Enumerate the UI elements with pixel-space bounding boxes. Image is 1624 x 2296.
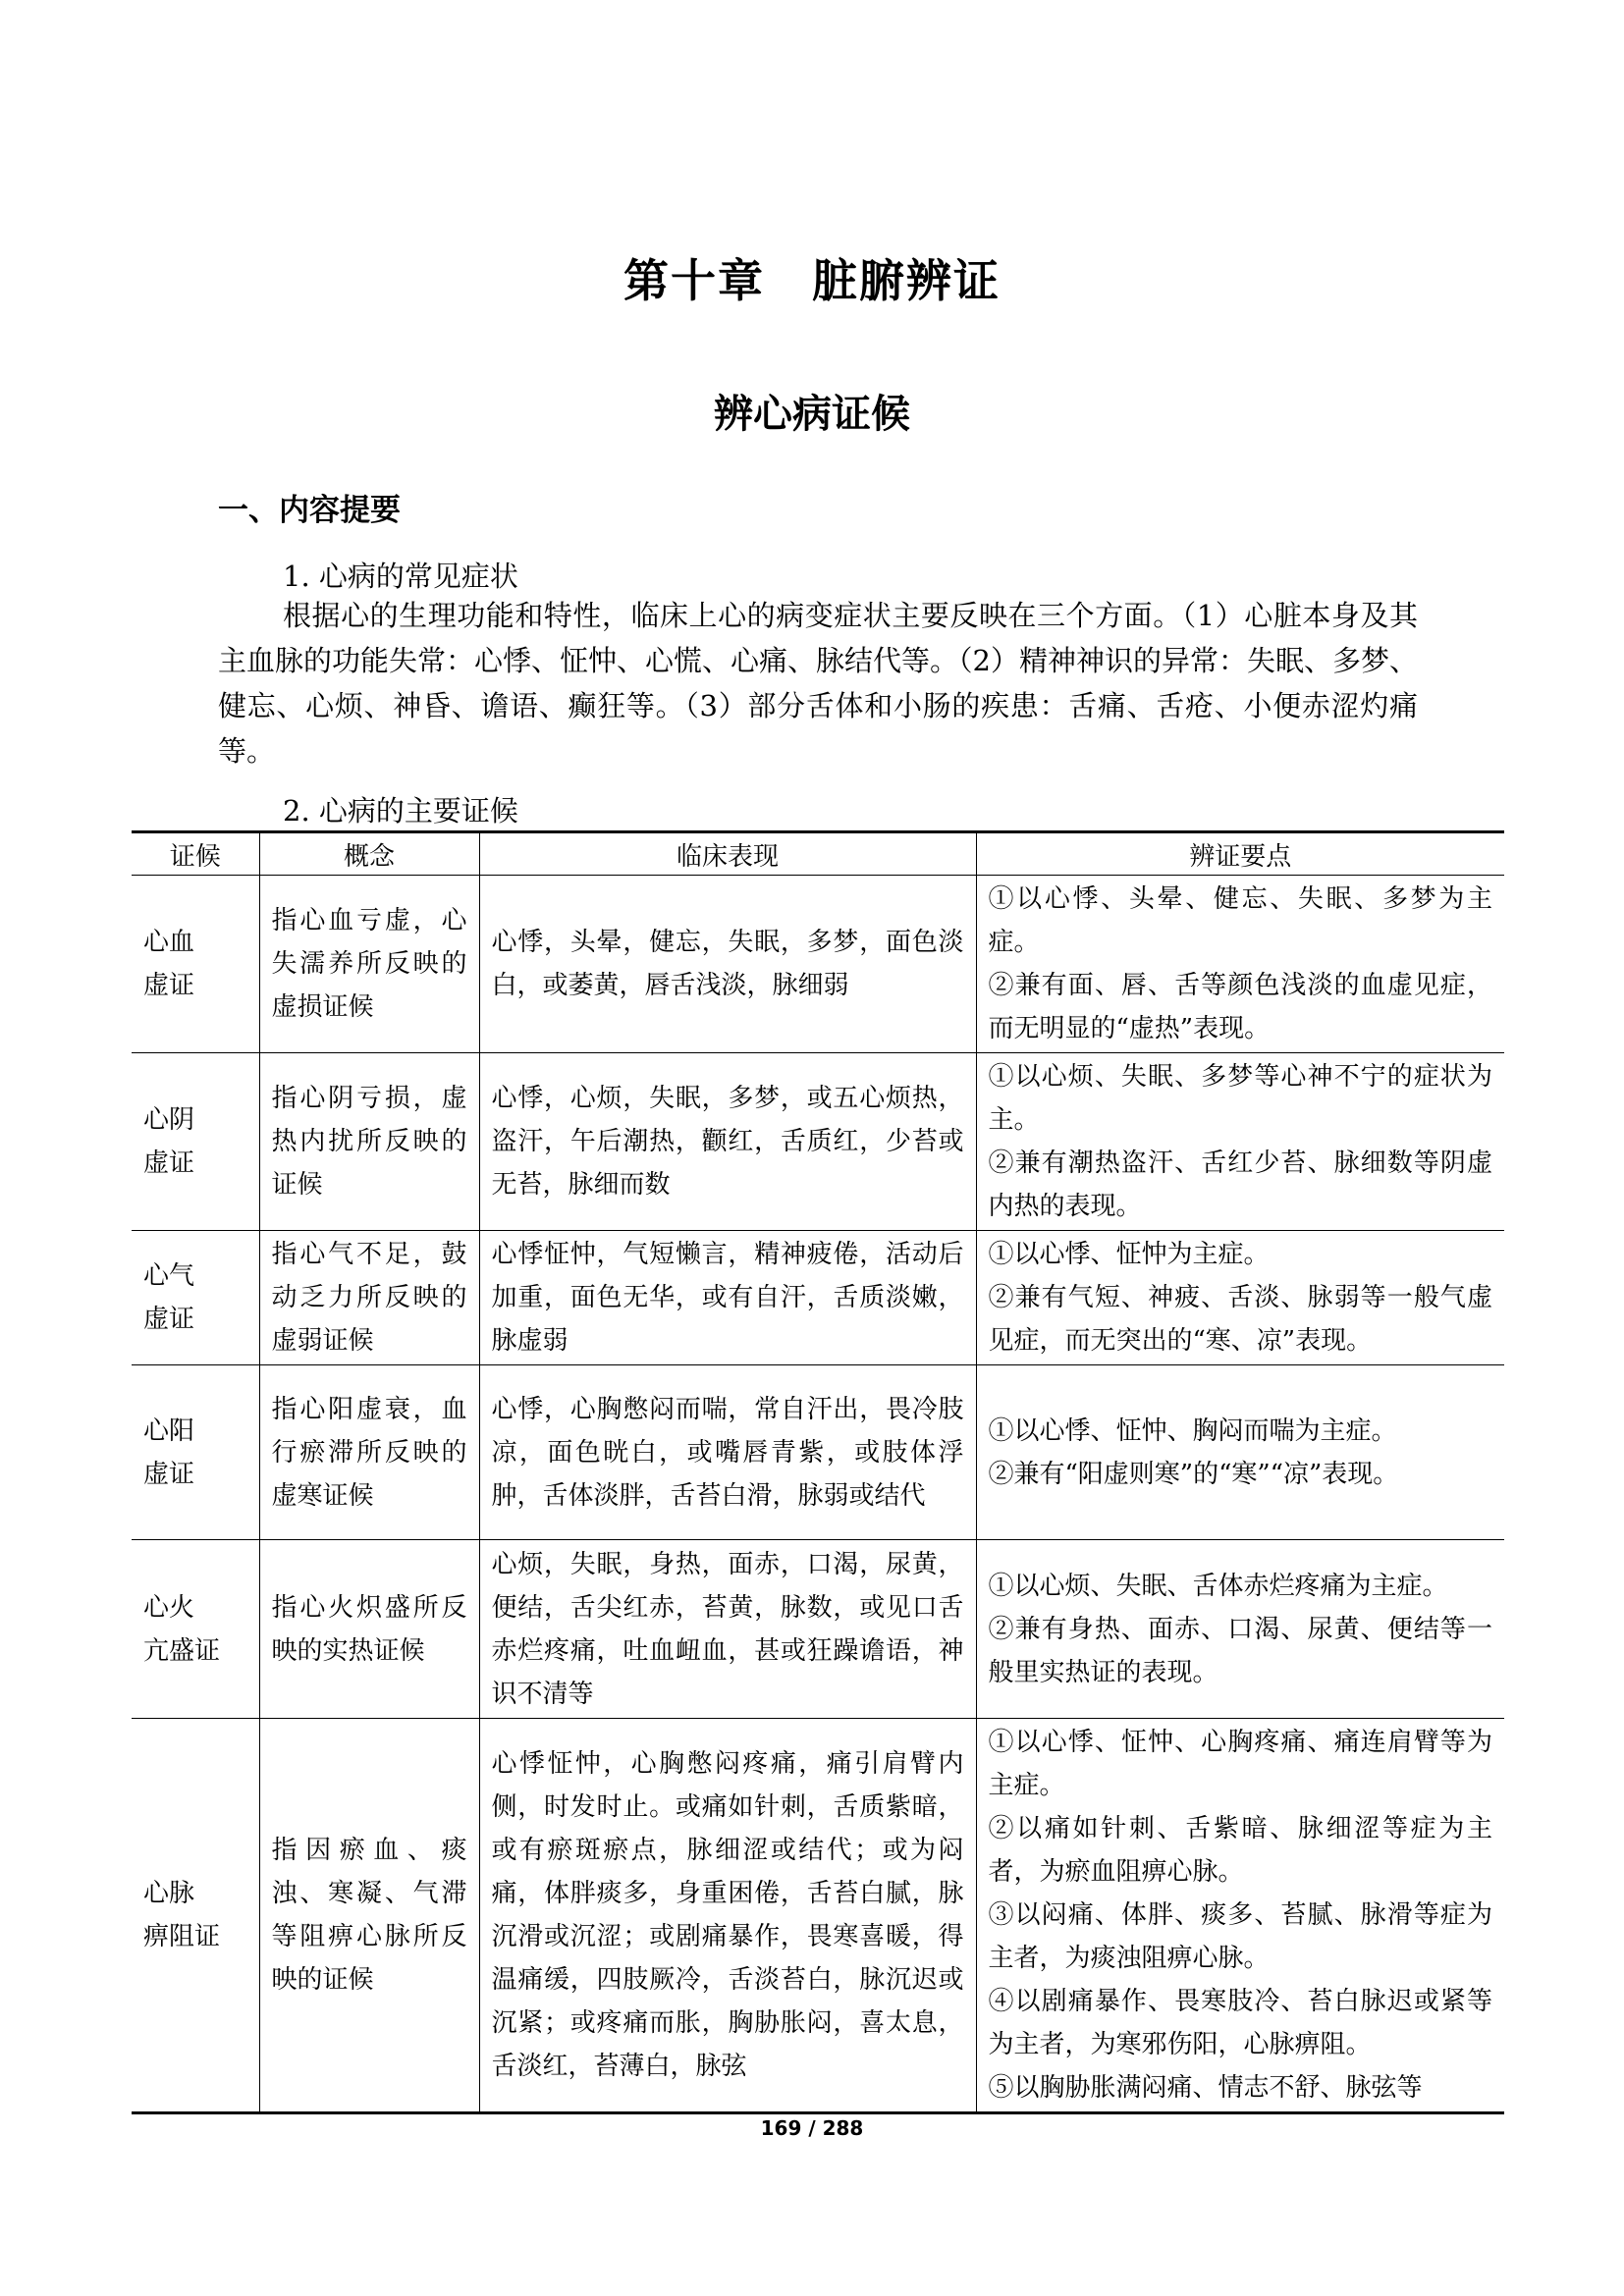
syndrome-name-line: 心火: [143, 1592, 195, 1623]
key-points-cell: [976, 1365, 1504, 1540]
chapter-title: 第十章 脏腑辨证: [623, 254, 1001, 307]
key-points-cell: [976, 1719, 1504, 2113]
key-point: ③以闷痛、体胖、痰多、苔腻、脉滑等症为主者，为痰浊阻痹心脉。: [988, 1900, 1492, 1973]
syndrome-name-line: 心阴: [143, 1105, 195, 1135]
symptoms-paragraph: 根据心的生理功能和特性，临床上心的病变症状主要反映在三个方面。（1）心脏本身及其主血脉的功能失常：心悸、怔忡、心慌、心痛、脉结代等。（2）精神神识的异常：失眠、多梦、健忘、心烦、神昏、谵语、癫狂等。（3）部分舌体和小肠的疾患：舌痛、舌疮、小便赤涩灼痛等。: [218, 599, 1418, 768]
key-point: ②兼有潮热盗汗、舌红少苔、脉细数等阴虚内热的表现。: [988, 1148, 1492, 1221]
key-point: ①以心烦、失眠、多梦等心神不宁的症状为主。: [988, 1062, 1492, 1135]
manifestation-cell: 心悸怔忡，气短懒言，精神疲倦，活动后加重，面色无华，或有自汗，舌质淡嫩，脉虚弱: [479, 1231, 976, 1365]
manifestation-cell: 心悸，心胸憋闷而喘，常自汗出，畏冷肢凉，面色晄白，或嘴唇青紫，或肢体浮肿，舌体淡胖，舌苔白滑，脉弱或结代: [479, 1365, 976, 1540]
syndrome-name-line: 心脉: [143, 1879, 195, 1908]
main-syndromes-subheading: 2. 心病的主要证候: [283, 794, 518, 828]
table-row: [132, 1231, 1504, 1365]
concept-cell: 指心血亏虚，心失濡养所反映的虚损证候: [259, 876, 479, 1053]
table-row: [132, 876, 1504, 1053]
header-syndrome: 证候: [132, 832, 259, 876]
syndrome-name-line: 虚证: [143, 1459, 195, 1489]
syndrome-name-line: 虚证: [143, 1305, 195, 1334]
content-summary-heading: 一、内容提要: [218, 493, 401, 528]
header-key-points: 辨证要点: [976, 832, 1504, 876]
concept-cell: 指因瘀血、痰浊、寒凝、气滞等阻痹心脉所反映的证候: [259, 1719, 479, 2113]
syndrome-name-cell: [132, 876, 259, 1053]
table-row: [132, 1719, 1504, 2113]
key-point: ②兼有身热、面赤、口渴、尿黄、便结等一般里实热证的表现。: [988, 1614, 1492, 1687]
syndrome-name-cell: [132, 1719, 259, 2113]
manifestation-cell: 心悸怔忡，心胸憋闷疼痛，痛引肩臂内侧，时发时止。或痛如针刺，舌质紫暗，或有瘀斑瘀点，脉细涩或结代；或为闷痛，体胖痰多，身重困倦，舌苔白腻，脉沉滑或沉涩；或剧痛暴作，畏寒喜暖，得温痛缓，四肢厥冷，舌淡苔白，脉沉迟或沉紧；或疼痛而胀，胸胁胀闷，喜太息，舌淡红，苔薄白，脉弦: [479, 1719, 976, 2113]
key-point: ②以痛如针刺、舌紫暗、脉细涩等症为主者，为瘀血阻痹心脉。: [988, 1814, 1492, 1887]
syndrome-name-line: 心气: [143, 1261, 195, 1291]
key-point: ④以剧痛暴作、畏寒肢冷、苔白脉迟或紧等为主者，为寒邪伤阳，心脉痹阻。: [988, 1987, 1492, 2059]
key-points-cell: [976, 1231, 1504, 1365]
key-points-cell: [976, 876, 1504, 1053]
key-points-cell: [976, 1053, 1504, 1231]
section-title: 辨心病证候: [714, 392, 910, 437]
table-row: [132, 1365, 1504, 1540]
key-point: ②兼有气短、神疲、舌淡、脉弱等一般气虚见症，而无突出的“寒、凉”表现。: [988, 1283, 1492, 1356]
header-manifestations: 临床表现: [479, 832, 976, 876]
syndrome-name-cell: [132, 1540, 259, 1719]
syndrome-name-cell: [132, 1053, 259, 1231]
manifestation-cell: 心悸，心烦，失眠，多梦，或五心烦热，盗汗，午后潮热，颧红，舌质红，少苔或无苔，脉细而数: [479, 1053, 976, 1231]
table-row: [132, 1053, 1504, 1231]
concept-cell: 指心火炽盛所反映的实热证候: [259, 1540, 479, 1719]
key-point: ①以心悸、怔忡、心胸疼痛、痛连肩臂等为主症。: [988, 1728, 1492, 1800]
syndrome-name-line: 虚证: [143, 971, 195, 1000]
syndrome-name-line: 心阳: [143, 1415, 195, 1446]
page-number: 169 / 288: [760, 2116, 864, 2140]
manifestation-cell: 心烦，失眠，身热，面赤，口渴，尿黄，便结，舌尖红赤，苔黄，脉数，或见口舌赤烂疼痛，吐血衄血，甚或狂躁谵语，神识不清等: [479, 1540, 976, 1719]
syndrome-name-line: 心血: [143, 928, 195, 957]
key-point: ⑤以胸胁胀满闷痛、情志不舒、脉弦等: [988, 2073, 1423, 2103]
table-header-row: [132, 832, 1504, 876]
manifestation-cell: 心悸，头晕，健忘，失眠，多梦，面色淡白，或萎黄，唇舌浅淡，脉细弱: [479, 876, 976, 1053]
key-point: ①以心悸、怔忡为主症。: [988, 1240, 1270, 1269]
concept-cell: 指心阳虚衰，血行瘀滞所反映的虚寒证候: [259, 1365, 479, 1540]
key-points-cell: [976, 1540, 1504, 1719]
table-row: [132, 1540, 1504, 1719]
concept-cell: 指心阴亏损，虚热内扰所反映的证候: [259, 1053, 479, 1231]
syndrome-name-line: 痹阻证: [143, 1922, 221, 1951]
key-point: ②兼有“阳虚则寒”的“寒”“凉”表现。: [988, 1459, 1399, 1489]
syndromes-table: [132, 830, 1504, 2114]
key-point: ②兼有面、唇、舌等颜色浅淡的血虚见症，而无明显的“虚热”表现。: [988, 971, 1492, 1043]
syndrome-name-line: 亢盛证: [143, 1635, 221, 1666]
key-point: ①以心悸、头晕、健忘、失眠、多梦为主症。: [988, 884, 1492, 957]
key-point: ①以心烦、失眠、舌体赤烂疼痛为主症。: [988, 1571, 1448, 1601]
concept-cell: 指心气不足，鼓动乏力所反映的虚弱证候: [259, 1231, 479, 1365]
key-point: ①以心悸、怔忡、胸闷而喘为主症。: [988, 1415, 1397, 1446]
syndrome-name-cell: [132, 1231, 259, 1365]
syndrome-name-cell: [132, 1365, 259, 1540]
common-symptoms-subheading: 1. 心病的常见症状: [283, 560, 518, 593]
header-concept: 概念: [259, 832, 479, 876]
syndrome-name-line: 虚证: [143, 1148, 195, 1178]
